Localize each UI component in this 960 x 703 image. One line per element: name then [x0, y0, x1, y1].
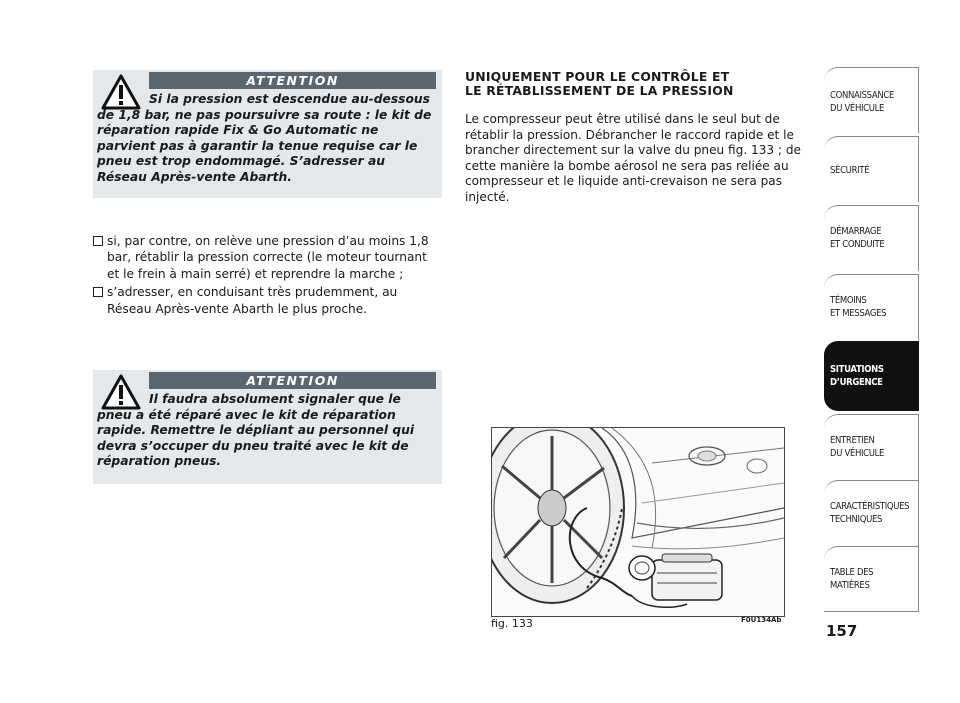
- warning-box-1: [93, 70, 442, 198]
- compressor-illustration: [492, 428, 784, 616]
- figure-code: F0U134Ab: [741, 616, 782, 624]
- nav-tab-entretien[interactable]: ENTRETIEN DU VÉHICULE: [824, 414, 919, 480]
- instruction-list: [93, 233, 433, 317]
- nav-tab-table-matieres[interactable]: TABLE DES MATIÈRES: [824, 546, 919, 612]
- list-item: si, par contre, on relève une pression d’au moins 1,8 bar, rétablir la pression correcte (le moteur tournant et le frein à main serré) et reprendre la marche ;: [93, 233, 433, 282]
- checkbox-bullet-icon: [93, 287, 103, 297]
- nav-tab-temoins[interactable]: TÉMOINS ET MESSAGES: [824, 274, 919, 340]
- figure-compressor-wheel: [491, 427, 785, 617]
- warning-label: ATTENTION: [149, 372, 436, 389]
- nav-tab-caracteristiques[interactable]: CARACTÉRISTIQUES TECHNIQUES: [824, 480, 919, 546]
- page-number: 157: [826, 622, 858, 640]
- nav-tab-securite[interactable]: SÉCURITÉ: [824, 136, 919, 202]
- warning-text: Il faudra absolument signaler que le pneu a été réparé avec le kit de réparation rapide. Remettre le dépliant au personnel qui devra s’occuper du pneu traité avec le kit de réparation pneus.: [97, 392, 415, 469]
- section-body: Le compresseur peut être utilisé dans le seul but de rétablir la pression. Débrancher le raccord rapide et le brancher directement sur la valve du pneu fig. 133 ; de cette manière la bombe aérosol ne sera pas reliée au compresseur et le liquide anti-crevaison ne sera pas injecté.: [465, 112, 801, 204]
- list-item: s’adresser, en conduisant très prudemment, au Réseau Après-vente Abarth le plus proche.: [93, 284, 433, 317]
- nav-tab-connaissance[interactable]: CONNAISSANCE DU VÉHICULE: [824, 67, 919, 133]
- checkbox-bullet-icon: [93, 236, 103, 246]
- section-heading: UNIQUEMENT POUR LE CONTRÔLE ET LE RÉTABLISSEMENT DE LA PRESSION: [465, 69, 734, 98]
- nav-tab-situations[interactable]: SITUATIONS D’URGENCE: [824, 341, 919, 411]
- warning-text: Si la pression est descendue au-dessous de 1,8 bar, ne pas poursuivre sa route : le kit de réparation rapide Fix & Go Automatic ne parvient pas à garantir la tenue requise car le pneu est trop endommagé. S’adresser au Réseau Après-vente Abarth.: [97, 92, 432, 184]
- nav-tab-demarrage[interactable]: DÉMARRAGE ET CONDUITE: [824, 205, 919, 271]
- warning-label: ATTENTION: [149, 72, 436, 89]
- warning-box-2: [93, 370, 442, 484]
- figure-caption: fig. 133: [491, 617, 533, 630]
